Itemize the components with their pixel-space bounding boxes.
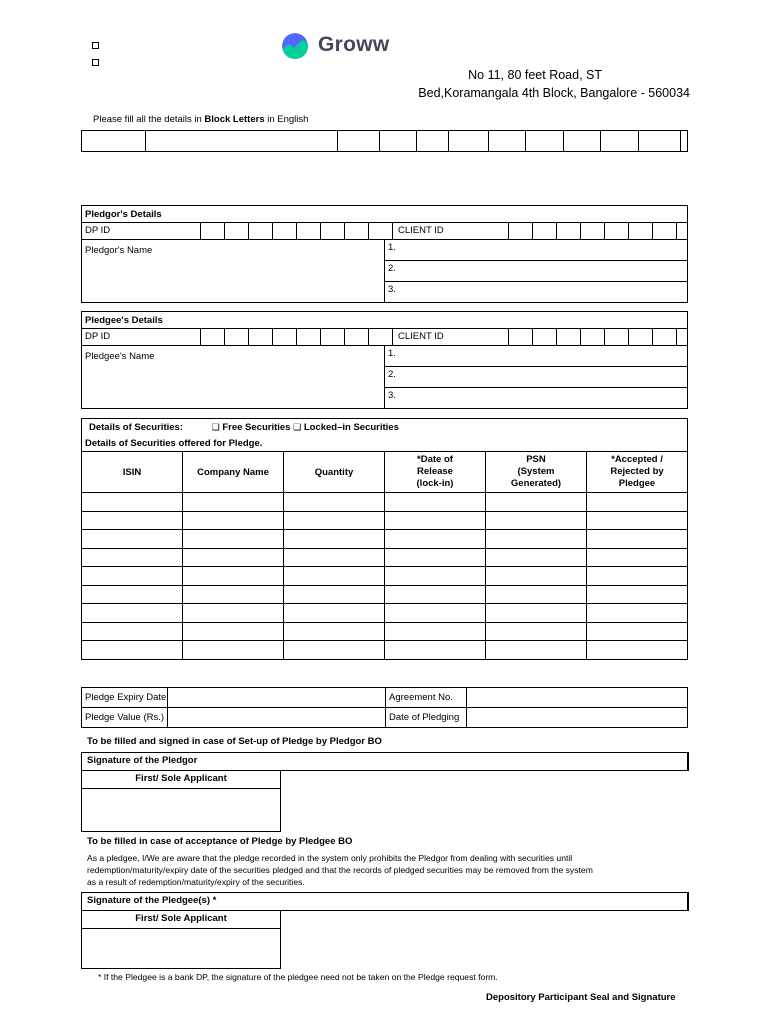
block-box[interactable]	[601, 131, 639, 152]
pledgee-client-id-box[interactable]	[532, 329, 556, 345]
instruction-text: Please fill all the details in Block Letters in English	[93, 114, 309, 125]
locked-securities-checkbox-icon[interactable]: ❏	[293, 421, 302, 432]
block-box[interactable]	[681, 131, 688, 152]
pledgee-dp-id-box[interactable]	[248, 329, 272, 345]
pledgee-client-id-box[interactable]	[556, 329, 580, 345]
pledgor-client-id-box[interactable]	[628, 223, 652, 239]
free-securities-checkbox-icon[interactable]: ❏	[211, 421, 220, 432]
table-cell[interactable]	[587, 622, 688, 641]
pledgee-dp-id-box[interactable]	[224, 329, 248, 345]
table-cell[interactable]	[284, 530, 385, 549]
pledge-value-label: Pledge Value (Rs.)	[82, 708, 168, 728]
table-cell[interactable]	[183, 548, 284, 567]
table-cell[interactable]	[385, 548, 486, 567]
pledgor-dp-id-label: DP ID	[85, 225, 111, 236]
table-cell[interactable]	[486, 530, 587, 549]
pledgor-client-id-box[interactable]	[556, 223, 580, 239]
table-row	[82, 548, 688, 567]
date-of-pledging-label: Date of Pledging	[386, 708, 467, 728]
block-letter-boxes	[81, 130, 688, 152]
table-cell[interactable]	[486, 493, 587, 512]
address-line-2: Bed,Koramangala 4th Block, Bangalore - 560034	[418, 86, 690, 100]
table-cell[interactable]	[385, 493, 486, 512]
pledgee-dp-id-boxes	[200, 329, 393, 345]
pledgee-client-id-box[interactable]	[604, 329, 628, 345]
table-cell[interactable]	[385, 604, 486, 623]
pledgee-first-applicant-label: First/ Sole Applicant	[82, 911, 280, 929]
block-box[interactable]	[417, 131, 449, 152]
table-cell[interactable]	[82, 548, 183, 567]
pledgor-dp-id-box[interactable]	[368, 223, 393, 239]
table-cell[interactable]	[82, 641, 183, 660]
block-box[interactable]	[380, 131, 417, 152]
pledgee-dp-id-box[interactable]	[296, 329, 320, 345]
block-box[interactable]	[338, 131, 380, 152]
securities-details-label: Details of Securities:	[89, 421, 183, 433]
securities-type-row	[82, 419, 688, 436]
table-row	[82, 530, 688, 549]
table-cell[interactable]	[284, 585, 385, 604]
table-cell[interactable]	[486, 511, 587, 530]
pledgor-details-table	[81, 205, 688, 303]
pledge-info-table	[81, 687, 688, 728]
col-company-name: Company Name	[183, 452, 284, 493]
table-row	[82, 604, 688, 623]
pledgee-name-line-2[interactable]: 2.	[385, 367, 688, 388]
header-checkbox-1[interactable]	[92, 42, 99, 49]
table-cell[interactable]	[587, 530, 688, 549]
pledgor-dp-id-box[interactable]	[200, 223, 224, 239]
pledgee-client-id-label: CLIENT ID	[398, 331, 444, 342]
pledgee-client-id-box[interactable]	[652, 329, 676, 345]
table-row	[82, 641, 688, 660]
table-cell[interactable]	[183, 641, 284, 660]
table-cell[interactable]	[587, 604, 688, 623]
table-cell[interactable]	[385, 511, 486, 530]
pledgor-dp-id-boxes	[200, 223, 393, 239]
table-cell[interactable]	[284, 493, 385, 512]
block-box[interactable]	[526, 131, 564, 152]
table-cell[interactable]	[284, 548, 385, 567]
pledgor-client-id-boxes	[508, 223, 688, 239]
table-cell[interactable]	[183, 511, 284, 530]
securities-table	[81, 418, 688, 660]
pledgee-dp-id-box[interactable]	[368, 329, 393, 345]
table-cell[interactable]	[587, 511, 688, 530]
pledgor-client-id-box[interactable]	[508, 223, 532, 239]
pledgee-name-line-3[interactable]: 3.	[385, 388, 688, 409]
pledgor-dp-id-box[interactable]	[320, 223, 344, 239]
address-line-1: No 11, 80 feet Road, ST	[468, 68, 602, 82]
table-cell[interactable]	[385, 641, 486, 660]
pledgee-dp-id-box[interactable]	[272, 329, 296, 345]
table-cell[interactable]	[587, 641, 688, 660]
pledgor-client-id-box[interactable]	[532, 223, 556, 239]
pledgee-signature-area[interactable]	[81, 910, 281, 969]
pledgor-dp-id-box[interactable]	[224, 223, 248, 239]
pledgor-signature-box	[81, 752, 689, 771]
pledgee-client-id-box[interactable]	[508, 329, 532, 345]
table-row	[82, 622, 688, 641]
table-cell[interactable]	[486, 585, 587, 604]
pledgee-name-label: Pledgee's Name	[82, 346, 385, 409]
block-box[interactable]	[146, 131, 338, 152]
table-cell[interactable]	[284, 622, 385, 641]
free-securities-label: Free Securities	[222, 421, 291, 433]
table-cell[interactable]	[82, 493, 183, 512]
pledgor-signature-title: Signature of the Pledgor	[87, 755, 198, 766]
table-cell[interactable]	[587, 567, 688, 586]
pledgor-name-line-3[interactable]: 3.	[385, 282, 688, 303]
table-cell[interactable]	[82, 585, 183, 604]
footer-note: * If the Pledgee is a bank DP, the signature of the pledgee need not be taken on the Pledge request form.	[98, 972, 498, 982]
pledgee-details-table	[81, 311, 688, 409]
table-cell[interactable]	[82, 511, 183, 530]
table-cell[interactable]	[82, 567, 183, 586]
table-cell[interactable]	[183, 567, 284, 586]
table-row	[82, 493, 688, 512]
pledgee-client-id-box[interactable]	[580, 329, 604, 345]
dp-seal-signature-label: Depository Participant Seal and Signature	[486, 992, 676, 1003]
col-accepted-rejected: *Accepted / Rejected by Pledgee	[587, 452, 688, 493]
col-date-of-release: *Date of Release (lock-in)	[385, 452, 486, 493]
securities-rows	[82, 493, 688, 660]
table-cell[interactable]	[486, 641, 587, 660]
pledgor-title: Pledgor's Details	[82, 206, 688, 223]
pledgor-client-id-box[interactable]	[676, 223, 688, 239]
agreement-no-label: Agreement No.	[386, 688, 467, 708]
table-cell[interactable]	[385, 567, 486, 586]
col-isin: ISIN	[82, 452, 183, 493]
table-cell[interactable]	[284, 641, 385, 660]
table-cell[interactable]	[284, 511, 385, 530]
pledge-expiry-date-label: Pledge Expiry Date	[82, 688, 168, 708]
pledgee-client-id-box[interactable]	[628, 329, 652, 345]
table-cell[interactable]	[183, 530, 284, 549]
table-cell[interactable]	[183, 585, 284, 604]
pledgee-client-id-boxes	[508, 329, 688, 345]
pledge-expiry-date-field[interactable]	[168, 688, 386, 708]
pledgor-first-applicant-label: First/ Sole Applicant	[82, 771, 280, 789]
pledgor-sign-heading: To be filled and signed in case of Set-up of Pledge by Pledgor BO	[87, 736, 382, 747]
table-cell[interactable]	[385, 530, 486, 549]
table-cell[interactable]	[82, 530, 183, 549]
pledgee-accept-heading: To be filled in case of acceptance of Pledge by Pledgee BO	[87, 836, 353, 847]
pledgor-client-id-label: CLIENT ID	[398, 225, 444, 236]
table-cell[interactable]	[183, 604, 284, 623]
pledgor-client-id-box[interactable]	[604, 223, 628, 239]
pledgor-name-line-1[interactable]: 1.	[385, 240, 688, 261]
pledgee-signature-box	[81, 892, 689, 911]
table-row	[82, 585, 688, 604]
pledgor-dp-id-box[interactable]	[344, 223, 368, 239]
pledgor-dp-id-box[interactable]	[296, 223, 320, 239]
table-cell[interactable]	[486, 548, 587, 567]
table-cell[interactable]	[587, 585, 688, 604]
block-box[interactable]	[449, 131, 489, 152]
table-cell[interactable]	[82, 604, 183, 623]
locked-securities-label: Locked–in Securities	[303, 421, 399, 433]
header-checkbox-2[interactable]	[92, 59, 99, 66]
pledgee-client-id-box[interactable]	[676, 329, 688, 345]
pledgor-dp-id-box[interactable]	[248, 223, 272, 239]
pledgee-title: Pledgee's Details	[82, 312, 688, 329]
table-cell[interactable]	[183, 493, 284, 512]
pledgee-dp-id-box[interactable]	[344, 329, 368, 345]
brand-name: Groww	[318, 33, 390, 56]
pledgee-name-line-1[interactable]: 1.	[385, 346, 688, 367]
table-cell[interactable]	[486, 604, 587, 623]
pledgor-name-label: Pledgor's Name	[82, 240, 385, 303]
pledgee-dp-id-box[interactable]	[200, 329, 224, 345]
block-box[interactable]	[82, 131, 146, 152]
block-box[interactable]	[489, 131, 526, 152]
pledgee-dp-id-box[interactable]	[320, 329, 344, 345]
agreement-no-field[interactable]	[467, 688, 688, 708]
groww-logo-icon	[282, 33, 308, 59]
table-cell[interactable]	[284, 604, 385, 623]
pledgor-signature-area[interactable]	[81, 770, 281, 832]
pledgee-declaration: As a pledgee, I/We are aware that the pledge recorded in the system only prohibits the Pledgor from dealing with securities until redemption/maturity/expiry date of the securities pledged and that the records of pledged securities may be removed from the system as a result of redemption/maturity/expiry of the securities.	[87, 853, 593, 887]
pledgor-client-id-box[interactable]	[580, 223, 604, 239]
table-cell[interactable]	[183, 622, 284, 641]
date-of-pledging-field[interactable]	[467, 708, 688, 728]
table-cell[interactable]	[486, 622, 587, 641]
block-box[interactable]	[639, 131, 681, 152]
pledge-value-field[interactable]	[168, 708, 386, 728]
table-cell[interactable]	[82, 622, 183, 641]
table-cell[interactable]	[587, 493, 688, 512]
table-cell[interactable]	[284, 567, 385, 586]
table-cell[interactable]	[486, 567, 587, 586]
table-cell[interactable]	[385, 622, 486, 641]
securities-offered-title: Details of Securities offered for Pledge.	[82, 436, 688, 452]
pledgee-dp-id-label: DP ID	[85, 331, 111, 342]
table-cell[interactable]	[385, 585, 486, 604]
pledgor-client-id-box[interactable]	[652, 223, 676, 239]
block-box[interactable]	[564, 131, 601, 152]
table-cell[interactable]	[587, 548, 688, 567]
table-row	[82, 511, 688, 530]
col-psn: PSN (System Generated)	[486, 452, 587, 493]
header-checkboxes	[92, 42, 99, 66]
pledgor-dp-id-box[interactable]	[272, 223, 296, 239]
pledgor-name-line-2[interactable]: 2.	[385, 261, 688, 282]
col-quantity: Quantity	[284, 452, 385, 493]
pledgee-signature-title: Signature of the Pledgee(s) *	[87, 895, 217, 906]
table-row	[82, 567, 688, 586]
